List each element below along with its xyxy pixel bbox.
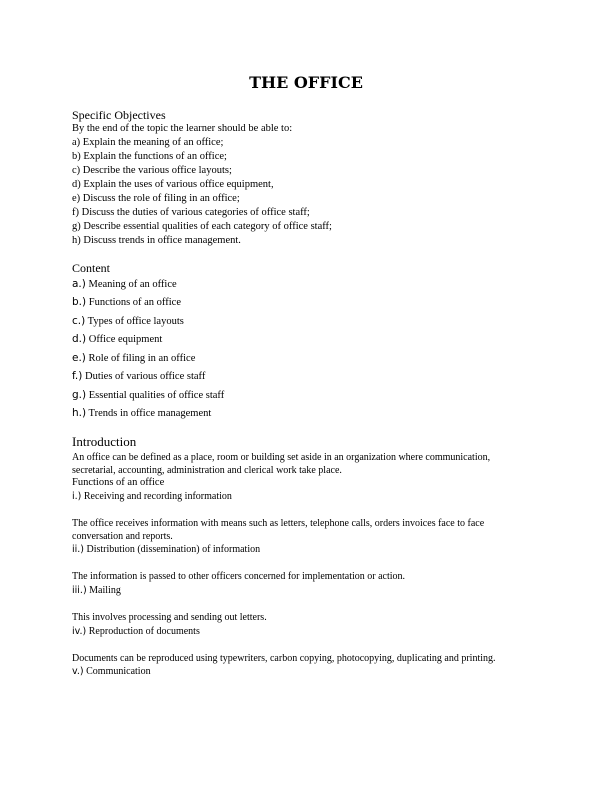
list-marker: b.) [72,296,87,308]
function-title [72,665,151,678]
list-marker: g.) [72,389,87,401]
function-title [72,543,260,556]
list-marker: a.) [72,278,86,290]
list-text: Duties of various office staff [82,371,206,382]
objective-item: a) Explain the meaning of an office; [72,137,224,148]
list-text: Receiving and recording information [81,491,232,502]
objective-item: g) Describe essential qualities of each category of office staff; [72,221,332,232]
definition-line: secretarial, accounting, administration and clerical work take place. [72,465,342,476]
list-text: Trends in office management [86,408,212,419]
function-title [72,625,200,638]
objective-item: d) Explain the uses of various office equipment, [72,179,274,190]
list-text: Types of office layouts [85,316,184,327]
objective-item: c) Describe the various office layouts; [72,165,232,176]
list-marker: iv.) [72,626,87,637]
function-body: The information is passed to other officers concerned for implementation or action. [72,571,406,582]
content-item [72,296,181,309]
function-body: The office receives information with means such as letters, telephone calls, orders invoices face to face [72,518,485,529]
list-text: Mailing [86,585,121,596]
list-marker: h.) [72,407,87,419]
list-text: Office equipment [86,334,163,345]
introduction-heading: Introduction [72,434,137,449]
content-item [72,333,162,346]
list-text: Role of filing in an office [85,353,196,364]
list-text: Communication [83,666,151,677]
list-marker: iii.) [72,585,87,596]
content-item [72,278,177,291]
list-text: Essential qualities of office staff [86,390,225,401]
functions-heading: Functions of an office [72,477,165,488]
function-body: conversation and reports. [72,531,173,542]
function-title [72,490,232,503]
function-body: Documents can be reproduced using typewriters, carbon copying, photocopying, duplicating and printing. [72,653,496,664]
content-item [72,352,195,365]
content-heading: Content [72,261,110,275]
list-marker: c.) [72,315,86,327]
definition-line: An office can be defined as a place, room or building set aside in an organization where communication, [72,452,491,463]
list-marker: d.) [72,333,87,345]
objective-item: e) Discuss the role of filing in an office; [72,193,240,204]
list-text: Reproduction of documents [86,626,200,637]
objective-item: f) Discuss the duties of various categories of office staff; [72,207,310,218]
list-marker: ii.) [72,544,85,555]
content-item [72,315,184,328]
content-item [72,389,224,402]
objective-item: b) Explain the functions of an office; [72,151,227,162]
function-title [72,584,121,597]
content-item [72,370,205,383]
content-item [72,407,211,420]
objective-item: h) Discuss trends in office management. [72,235,241,246]
document-title: THE OFFICE [249,73,363,92]
list-marker: e.) [72,352,86,364]
list-marker: v.) [72,666,84,677]
list-marker: i.) [72,491,82,502]
list-text: Meaning of an office [85,279,177,290]
objectives-intro: By the end of the topic the learner should be able to: [72,123,293,134]
objectives-heading: Specific Objectives [72,108,166,122]
function-body: This involves processing and sending out letters. [72,612,267,623]
list-marker: f.) [72,370,83,382]
list-text: Distribution (dissemination) of information [84,544,261,555]
list-text: Functions of an office [86,297,181,308]
